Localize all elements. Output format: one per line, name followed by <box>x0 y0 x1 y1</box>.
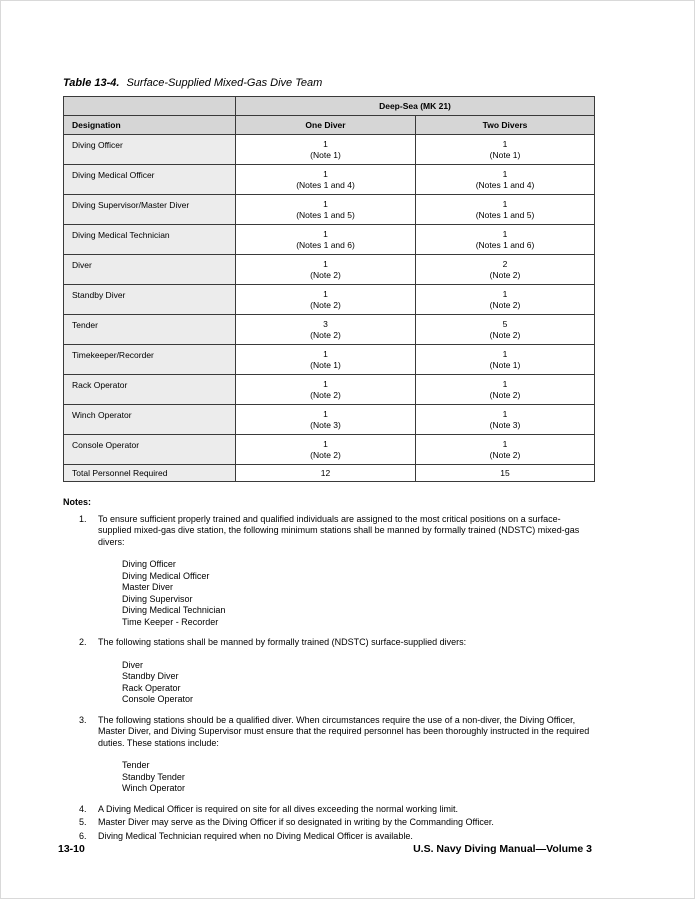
one-diver-cell <box>236 345 416 375</box>
note-body <box>98 804 594 816</box>
one-diver-cell <box>236 225 416 255</box>
note-ref: (Note 1) <box>489 149 521 160</box>
two-divers-cell <box>416 255 595 285</box>
note-body <box>98 637 594 706</box>
designation-cell: Timekeeper/Recorder <box>64 345 236 375</box>
designation-cell: Diver <box>64 255 236 285</box>
designation-header: Designation <box>64 116 236 135</box>
two-divers-cell <box>416 375 595 405</box>
value: 1 <box>502 378 508 389</box>
designation-cell: Winch Operator <box>64 405 236 435</box>
two-divers-cell <box>416 225 595 255</box>
note-subitem: Diving Supervisor <box>122 593 193 604</box>
designation-cell: Console Operator <box>64 435 236 465</box>
note-ref: (Note 1) <box>489 359 521 370</box>
designation-cell: Diving Supervisor/Master Diver <box>64 195 236 225</box>
one-diver-cell <box>236 195 416 225</box>
note-ref: (Note 2) <box>310 329 341 340</box>
note-ref: (Notes 1 and 5) <box>475 209 535 220</box>
value: 1 <box>323 348 328 359</box>
note-body <box>98 715 594 795</box>
group-header-row <box>64 97 595 116</box>
note-subitem: Rack Operator <box>122 682 181 693</box>
note-number: 1. <box>79 513 87 524</box>
value: 1 <box>502 228 508 239</box>
designation-cell: Rack Operator <box>64 375 236 405</box>
note-text: The following stations shall be manned by formally trained (NDSTC) surface-supplied divers: <box>98 637 467 647</box>
two-divers-cell <box>416 405 595 435</box>
two-divers-cell <box>416 285 595 315</box>
note-subitem: Diving Medical Officer <box>122 570 210 581</box>
note-subitem: Tender <box>122 760 150 770</box>
note-item <box>63 514 594 629</box>
value: 1 <box>502 408 508 419</box>
one-diver-cell <box>236 285 416 315</box>
note-ref: (Note 3) <box>310 419 341 430</box>
note-number: 4. <box>79 803 87 814</box>
table-row <box>64 285 595 315</box>
one-diver-cell <box>236 435 416 465</box>
note-ref: (Notes 1 and 4) <box>296 179 355 190</box>
note-ref: (Notes 1 and 6) <box>296 239 355 250</box>
value: 1 <box>323 438 328 449</box>
value: 2 <box>502 258 508 269</box>
value: 1 <box>502 438 508 449</box>
notes-section <box>63 497 594 842</box>
table-row <box>64 135 595 165</box>
one-diver-cell <box>236 315 416 345</box>
note-item <box>63 637 594 706</box>
note-item <box>63 831 594 843</box>
note-text: To ensure sufficient properly trained and qualified individuals are assigned to the most critical positions on a surface-supplied mixed-gas dive station, the following minimum stations shall be manned by formally trained (NDSTC) mixed-gas divers: <box>98 513 580 547</box>
page-content <box>63 77 594 844</box>
note-ref: (Note 2) <box>310 269 341 280</box>
group-header-cell: Deep-Sea (MK 21) <box>236 97 595 116</box>
two-divers-cell <box>416 345 595 375</box>
note-subitem: Diving Officer <box>122 559 176 569</box>
note-ref: (Note 1) <box>310 149 341 160</box>
value: 1 <box>323 198 328 209</box>
value: 3 <box>323 318 328 329</box>
table-row <box>64 345 595 375</box>
note-subitem: Master Diver <box>122 582 174 592</box>
two-divers-cell <box>416 165 595 195</box>
page-footer <box>58 843 592 855</box>
two-divers-cell <box>416 435 595 465</box>
table-row <box>64 165 595 195</box>
one-diver-cell <box>236 135 416 165</box>
value: 1 <box>323 168 328 179</box>
note-item <box>63 715 594 795</box>
two-divers-header: Two Divers <box>416 116 595 135</box>
two-divers-cell <box>416 195 595 225</box>
note-subitem: Console Operator <box>122 694 194 704</box>
table-caption-title: Surface-Supplied Mixed-Gas Dive Team <box>126 77 323 89</box>
notes-heading: Notes: <box>63 497 92 507</box>
value: 1 <box>502 138 508 149</box>
one-diver-cell <box>236 165 416 195</box>
note-text: Master Diver may serve as the Diving Officer if so designated in writing by the Commanding Officer. <box>98 817 494 827</box>
table-caption-label: Table 13-4. <box>63 77 120 89</box>
note-text: Diving Medical Technician required when no Diving Medical Officer is available. <box>98 830 413 841</box>
table-row <box>64 255 595 285</box>
one-diver-cell <box>236 375 416 405</box>
note-sublist <box>122 760 594 795</box>
note-item <box>63 804 594 816</box>
note-ref: (Note 2) <box>310 449 341 460</box>
two-divers-cell <box>416 315 595 345</box>
value: 1 <box>502 288 508 299</box>
total-label-cell: Total Personnel Required <box>64 465 236 482</box>
note-sublist <box>122 559 594 628</box>
table-row <box>64 315 595 345</box>
designation-cell: Diving Officer <box>64 135 236 165</box>
table-row <box>64 375 595 405</box>
note-number: 5. <box>79 817 87 827</box>
note-body <box>98 817 594 829</box>
note-ref: (Note 2) <box>310 389 341 400</box>
table-header <box>64 97 595 135</box>
one-diver-header: One Diver <box>236 116 416 135</box>
note-number: 3. <box>79 714 87 725</box>
value: 1 <box>502 168 508 179</box>
note-ref: (Note 2) <box>489 299 521 310</box>
table-caption <box>63 77 594 89</box>
one-diver-cell <box>236 405 416 435</box>
note-item <box>63 817 594 829</box>
note-ref: (Note 2) <box>489 269 521 280</box>
two-divers-cell <box>416 135 595 165</box>
note-subitem: Standby Diver <box>122 671 179 681</box>
note-ref: (Note 1) <box>310 359 341 370</box>
note-subitem: Diver <box>122 659 144 670</box>
note-body <box>98 831 594 843</box>
table-row <box>64 195 595 225</box>
value: 1 <box>323 288 328 299</box>
value: 1 <box>323 378 328 389</box>
column-header-row <box>64 116 595 135</box>
designation-cell: Diving Medical Technician <box>64 225 236 255</box>
note-subitem: Diving Medical Technician <box>122 605 226 615</box>
note-ref: (Notes 1 and 4) <box>475 179 535 190</box>
note-text: A Diving Medical Officer is required on site for all dives exceeding the normal working limit. <box>98 803 458 814</box>
value: 5 <box>502 318 508 329</box>
value: 1 <box>323 408 328 419</box>
blank-header-cell <box>64 97 236 116</box>
designation-cell: Standby Diver <box>64 285 236 315</box>
note-subitem: Time Keeper - Recorder <box>122 616 219 627</box>
note-ref: (Notes 1 and 5) <box>296 209 355 220</box>
note-text: The following stations should be a qualified diver. When circumstances require the use of a non-diver, the Diving Officer, Master Diver, and Diving Supervisor must ensure that the required personnel has been thoroughly instructed in the required duties. These stations include: <box>98 714 590 748</box>
note-ref: (Notes 1 and 6) <box>475 239 535 250</box>
value: 1 <box>502 198 508 209</box>
note-ref: (Note 2) <box>310 299 341 310</box>
value: 1 <box>502 348 508 359</box>
note-subitem: Winch Operator <box>122 783 186 793</box>
table-row <box>64 405 595 435</box>
note-ref: (Note 3) <box>489 419 521 430</box>
total-two-divers-cell: 15 <box>416 465 595 482</box>
note-number: 6. <box>79 830 87 841</box>
value: 1 <box>323 138 328 149</box>
note-sublist <box>122 660 594 706</box>
page-number: 13-10 <box>58 843 85 855</box>
total-one-diver-cell: 12 <box>236 465 416 482</box>
value: 1 <box>323 258 328 269</box>
table-row <box>64 225 595 255</box>
note-ref: (Note 2) <box>489 449 521 460</box>
manual-title: U.S. Navy Diving Manual—Volume 3 <box>413 843 592 855</box>
table-body <box>64 135 595 482</box>
value: 1 <box>323 228 328 239</box>
designation-cell: Tender <box>64 315 236 345</box>
note-ref: (Note 2) <box>489 389 521 400</box>
total-row <box>64 465 595 482</box>
note-subitem: Standby Tender <box>122 771 185 782</box>
note-ref: (Note 2) <box>489 329 521 340</box>
one-diver-cell <box>236 255 416 285</box>
table-row <box>64 435 595 465</box>
note-body <box>98 514 594 629</box>
dive-team-table <box>63 96 595 482</box>
designation-cell: Diving Medical Officer <box>64 165 236 195</box>
note-number: 2. <box>79 637 87 647</box>
